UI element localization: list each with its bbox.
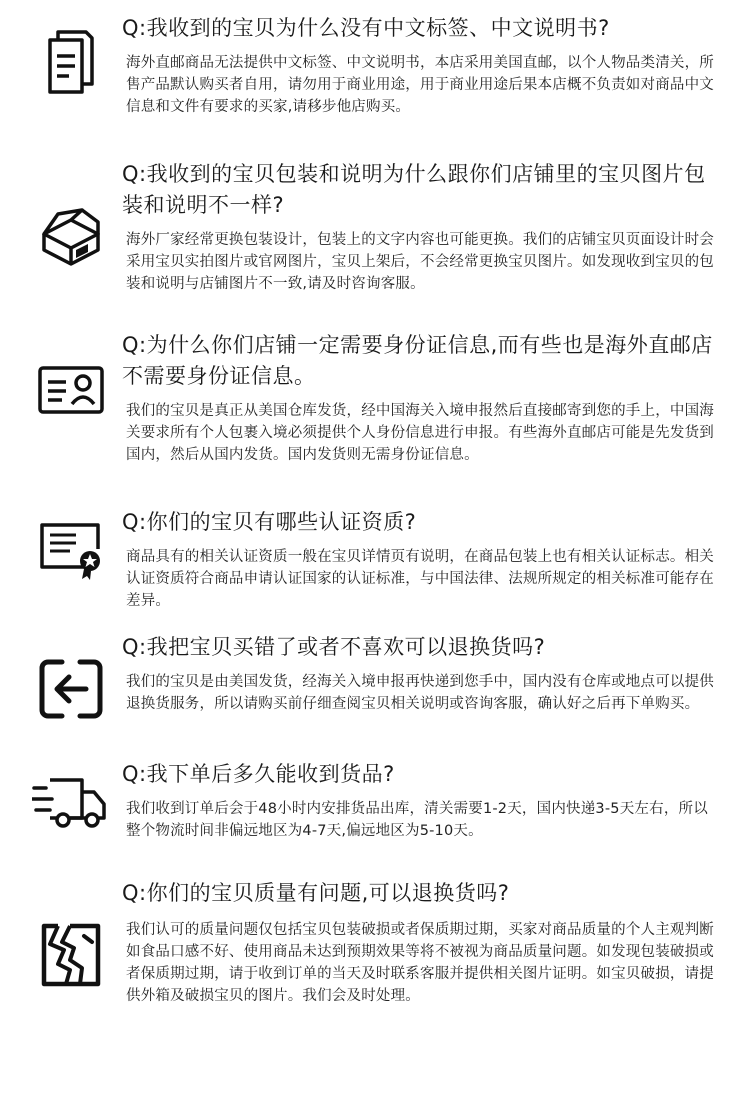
faq-question: Q:你们的宝贝有哪些认证资质?	[122, 510, 417, 534]
faq-question: Q:我收到的宝贝包装和说明为什么跟你们店铺里的宝贝图片包装和说明不一样?	[122, 162, 706, 217]
faq-question: Q:我下单后多久能收到货品?	[122, 762, 395, 786]
faq-question: Q:我收到的宝贝为什么没有中文标签、中文说明书?	[122, 16, 610, 40]
faq-answer: 海外直邮商品无法提供中文标签、中文说明书，本店采用美国直邮，以个人物品类清关，所售产品默认购买者自用，请勿用于商业用途，用于商业用途后果本店概不负责如对商品中文信息和文件有要求的买家,请移步他店购买。	[126, 55, 714, 115]
certificate-icon	[36, 513, 106, 583]
faq-question: Q:我把宝贝买错了或者不喜欢可以退换货吗?	[122, 635, 546, 659]
faq-answer: 我们收到订单后会于48小时内安排货品出库，清关需要1-2天，国内快递3-5天左右，所以整个物流时间非偏远地区为4-7天,偏远地区为5-10天。	[126, 801, 708, 839]
delivery-truck-icon	[32, 768, 108, 838]
faq-answer: 我们认可的质量问题仅包括宝贝包装破损或者保质期过期，买家对商品质量的个人主观判断如食品口感不好、使用商品未达到预期效果等将不被视为商品质量问题。如发现包装破损或者保质期过期，请于收到订单的当天及时联系客服并提供相关图片证明。如宝贝破损，请提供外箱及破损宝贝的图片。我们会及时处理。	[126, 922, 714, 1004]
faq-question: Q:你们的宝贝质量有问题,可以退换货吗?	[122, 881, 510, 905]
faq-answer: 海外厂家经常更换包装设计，包装上的文字内容也可能更换。我们的店铺宝贝页面设计时会采用宝贝实拍图片或官网图片，宝贝上架后，不会经常更换宝贝图片。如发现收到宝贝的包装和说明与店铺图片不一致,请及时咨询客服。	[126, 232, 714, 292]
return-arrow-icon	[36, 654, 106, 724]
faq-answer: 我们的宝贝是真正从美国仓库发货，经中国海关入境申报然后直接邮寄到您的手上，中国海关要求所有个人包裹入境必须提供个人身份信息进行申报。有些海外直邮店可能是先发货到国内，然后从国内发货。国内发货则无需身份证信息。	[126, 403, 714, 463]
faq-answer: 我们的宝贝是由美国发货，经海关入境申报再快递到您手中，国内没有仓库或地点可以提供退换货服务，所以请购买前仔细查阅宝贝相关说明或咨询客服，确认好之后再下单购买。	[126, 674, 714, 712]
package-box-icon	[36, 200, 106, 270]
faq-question: Q:为什么你们店铺一定需要身份证信息,而有些也是海外直邮店不需要身份证信息。	[122, 333, 713, 388]
broken-item-icon	[36, 920, 106, 990]
id-card-icon	[36, 354, 106, 424]
faq-answer: 商品具有的相关认证资质一般在宝贝详情页有说明，在商品包装上也有相关认证标志。相关认证资质符合商品申请认证国家的认证标准，与中国法律、法规所规定的相关标准可能存在差异。	[126, 549, 714, 609]
document-icon	[36, 26, 106, 96]
